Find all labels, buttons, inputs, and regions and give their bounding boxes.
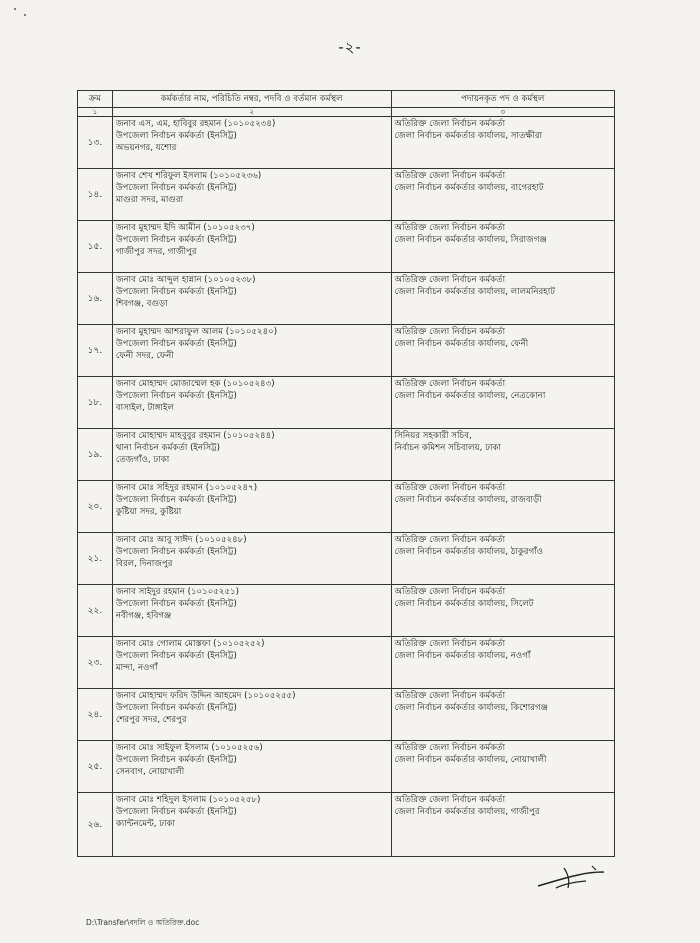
officer-current-station: সেনবাগ, নোয়াখালী	[115, 767, 185, 777]
posting-cell	[391, 117, 614, 169]
officer-name: জনাব মোঃ সাইফুল ইসলাম (১০১০৫২৫৬)	[115, 743, 263, 753]
posted-position: অতিরিক্ত জেলা নির্বাচন কর্মকর্তা	[394, 483, 506, 493]
table-row	[78, 481, 615, 533]
posting-cell	[391, 741, 614, 793]
officer-cell	[112, 221, 391, 273]
file-path-footer: D:\Transfer\বদলি ও অতিরিক্ত.doc	[86, 918, 200, 927]
officer-designation: উপজেলা নির্বাচন কর্মকর্তা (ইনসিট্ট)	[115, 287, 237, 297]
officer-current-station: ক্যান্টনমেন্ট, ঢাকা	[115, 819, 176, 829]
officer-designation: উপজেলা নির্বাচন কর্মকর্তা (ইনসিট্ট)	[115, 235, 237, 245]
row-serial: ১৫.	[78, 221, 113, 273]
table-row	[78, 689, 615, 741]
posted-position: অতিরিক্ত জেলা নির্বাচন কর্মকর্তা	[394, 119, 506, 129]
officer-cell	[112, 117, 391, 169]
table-row	[78, 585, 615, 637]
officer-cell	[112, 377, 391, 429]
officer-current-station: বিরল, দিনাজপুর	[115, 559, 173, 569]
officer-current-station: ফেনী সদর, ফেনী	[115, 351, 174, 361]
row-serial: ২৫.	[78, 741, 113, 793]
officer-designation: থানা নির্বাচন কর্মকর্তা (ইনসিট্ট)	[115, 443, 220, 453]
header-serial: ক্রম	[78, 91, 113, 108]
officer-designation: উপজেলা নির্বাচন কর্মকর্তা (ইনসিট্ট)	[115, 183, 237, 193]
posted-office: জেলা নির্বাচন কর্মকর্তার কার্যালয়, ঠাকুরগাঁও	[394, 547, 544, 557]
officer-name: জনাব মোহাম্মদ মাহবুবুর রহমান (১০১০৫২৪৪)	[115, 431, 275, 441]
posting-cell	[391, 273, 614, 325]
posting-cell	[391, 169, 614, 221]
officer-cell	[112, 429, 391, 481]
column-index-row	[78, 108, 615, 117]
officer-cell	[112, 273, 391, 325]
posted-office: জেলা নির্বাচন কর্মকর্তার কার্যালয়, লালমনিরহাট	[394, 287, 555, 297]
header-officer: কর্মকর্তার নাম, পরিচিতি নম্বর, পদবি ও বর্তমান কর্মস্থল	[112, 91, 391, 108]
officer-designation: উপজেলা নির্বাচন কর্মকর্তা (ইনসিট্ট)	[115, 807, 237, 817]
table-row	[78, 377, 615, 429]
posted-office: জেলা নির্বাচন কর্মকর্তার কার্যালয়, ফেনী	[394, 339, 529, 349]
table-row	[78, 273, 615, 325]
posting-cell	[391, 221, 614, 273]
officer-name: জনাব শেখ শরিফুল ইসলাম (১০১০৫২৩৬)	[115, 171, 262, 181]
posted-position: অতিরিক্ত জেলা নির্বাচন কর্মকর্তা	[394, 795, 506, 805]
posted-office: জেলা নির্বাচন কর্মকর্তার কার্যালয়, গাজীপুর	[394, 807, 540, 817]
posted-position: অতিরিক্ত জেলা নির্বাচন কর্মকর্তা	[394, 535, 506, 545]
table-row	[78, 793, 615, 857]
posted-office: জেলা নির্বাচন কর্মকর্তার কার্যালয়, সিলেট	[394, 599, 534, 609]
row-serial: ২৩.	[78, 637, 113, 689]
officer-designation: উপজেলা নির্বাচন কর্মকর্তা (ইনসিট্ট)	[115, 599, 237, 609]
officer-name: জনাব মুহাম্মদ ইদি আমীন (১০১০৫২৩৭)	[115, 223, 255, 233]
row-serial: ২৬.	[78, 793, 113, 857]
officer-designation: উপজেলা নির্বাচন কর্মকর্তা (ইনসিট্ট)	[115, 547, 237, 557]
officer-name: জনাব মোঃ গোলাম মোস্তফা (১০১০৫২৫২)	[115, 639, 265, 649]
officer-cell	[112, 533, 391, 585]
officer-designation: উপজেলা নির্বাচন কর্মকর্তা (ইনসিট্ট)	[115, 755, 237, 765]
posted-office: জেলা নির্বাচন কর্মকর্তার কার্যালয়, সিরাজগঞ্জ	[394, 235, 547, 245]
officer-cell	[112, 481, 391, 533]
posted-office: জেলা নির্বাচন কর্মকর্তার কার্যালয়, কিশোরগঞ্জ	[394, 703, 548, 713]
officer-designation: উপজেলা নির্বাচন কর্মকর্তা (ইনসিট্ট)	[115, 131, 237, 141]
scan-speck	[24, 14, 26, 16]
table-row	[78, 741, 615, 793]
posted-office: নির্বাচন কমিশন সচিবালয়, ঢাকা	[394, 443, 501, 453]
officer-name: জনাব মোঃ শহিদুল ইসলাম (১০১০৫২৫৮)	[115, 795, 261, 805]
row-serial: ১৬.	[78, 273, 113, 325]
row-serial: ১৮.	[78, 377, 113, 429]
table-row	[78, 221, 615, 273]
row-serial: ১৪.	[78, 169, 113, 221]
posted-position: অতিরিক্ত জেলা নির্বাচন কর্মকর্তা	[394, 379, 506, 389]
row-serial: ২৪.	[78, 689, 113, 741]
row-serial: ১৯.	[78, 429, 113, 481]
officer-cell	[112, 741, 391, 793]
posted-position: অতিরিক্ত জেলা নির্বাচন কর্মকর্তা	[394, 275, 506, 285]
officer-current-station: অভয়নগর, যশোর	[115, 143, 177, 153]
officer-cell	[112, 637, 391, 689]
officer-name: জনাব মোঃ আব্দুল হান্নান (১০১০৫২৩৮)	[115, 275, 256, 285]
officer-current-station: বাসাইল, টাঙ্গাইল	[115, 403, 174, 413]
posted-position: অতিরিক্ত জেলা নির্বাচন কর্মকর্তা	[394, 327, 506, 337]
posting-cell	[391, 689, 614, 741]
officer-designation: উপজেলা নির্বাচন কর্মকর্তা (ইনসিট্ট)	[115, 391, 237, 401]
posting-cell	[391, 793, 614, 857]
table-row	[78, 117, 615, 169]
posted-office: জেলা নির্বাচন কর্মকর্তার কার্যালয়, বাগেরহাট	[394, 183, 544, 193]
officer-cell	[112, 689, 391, 741]
officer-cell	[112, 325, 391, 377]
table-row	[78, 325, 615, 377]
posted-position: অতিরিক্ত জেলা নির্বাচন কর্মকর্তা	[394, 171, 506, 181]
table-row	[78, 533, 615, 585]
row-serial: ২২.	[78, 585, 113, 637]
officer-cell	[112, 169, 391, 221]
officer-current-station: মান্দা, নওগাঁ	[115, 663, 158, 673]
row-serial: ২০.	[78, 481, 113, 533]
column-index: ২	[112, 108, 391, 117]
posting-cell	[391, 533, 614, 585]
officer-name: জনাব মোঃ আবু সাঈদ (১০১০৫২৪৮)	[115, 535, 247, 545]
posted-position: অতিরিক্ত জেলা নির্বাচন কর্মকর্তা	[394, 743, 506, 753]
posted-office: জেলা নির্বাচন কর্মকর্তার কার্যালয়, নওগাঁ	[394, 651, 531, 661]
posted-office: জেলা নির্বাচন কর্মকর্তার কার্যালয়, নোয়াখালী	[394, 755, 547, 765]
officer-cell	[112, 585, 391, 637]
posted-position: সিনিয়র সহকারী সচিব,	[394, 431, 472, 441]
posting-cell	[391, 481, 614, 533]
table-header-row	[78, 91, 615, 108]
table-row	[78, 637, 615, 689]
posted-position: অতিরিক্ত জেলা নির্বাচন কর্মকর্তা	[394, 691, 506, 701]
posting-cell	[391, 585, 614, 637]
posting-cell	[391, 377, 614, 429]
scan-speck	[14, 8, 16, 10]
officer-name: জনাব এস, এম, হাবিবুর রহমান (১০১০৫২৩৪)	[115, 119, 276, 129]
officer-current-station: গাজীপুর সদর, গাজীপুর	[115, 247, 197, 257]
officer-designation: উপজেলা নির্বাচন কর্মকর্তা (ইনসিট্ট)	[115, 651, 237, 661]
posted-position: অতিরিক্ত জেলা নির্বাচন কর্মকর্তা	[394, 223, 506, 233]
officer-designation: উপজেলা নির্বাচন কর্মকর্তা (ইনসিট্ট)	[115, 495, 237, 505]
column-index: ৩	[391, 108, 614, 117]
posting-cell	[391, 325, 614, 377]
row-serial: ১৩.	[78, 117, 113, 169]
table-row	[78, 169, 615, 221]
posting-table	[77, 90, 615, 857]
posted-position: অতিরিক্ত জেলা নির্বাচন কর্মকর্তা	[394, 639, 506, 649]
officer-current-station: শিবগঞ্জ, বগুড়া	[115, 299, 168, 309]
officer-current-station: মাগুরা সদর, মাগুরা	[115, 195, 184, 205]
header-posting: পদায়নকৃত পদ ও কর্মস্থল	[391, 91, 614, 108]
officer-cell	[112, 793, 391, 857]
posting-cell	[391, 637, 614, 689]
posting-cell	[391, 429, 614, 481]
posted-office: জেলা নির্বাচন কর্মকর্তার কার্যালয়, সাতক্ষীরা	[394, 131, 543, 141]
table-body	[78, 117, 615, 857]
table-row	[78, 429, 615, 481]
officer-designation: উপজেলা নির্বাচন কর্মকর্তা (ইনসিট্ট)	[115, 703, 237, 713]
signature-mark	[534, 858, 614, 894]
posted-office: জেলা নির্বাচন কর্মকর্তার কার্যালয়, রাজবাড়ী	[394, 495, 542, 505]
officer-name: জনাব সাইদুর রহমান (১০১০৫২৫১)	[115, 587, 239, 597]
posted-position: অতিরিক্ত জেলা নির্বাচন কর্মকর্তা	[394, 587, 506, 597]
officer-name: জনাব মোঃ সহিদুর রহমান (১০১০৫২৪৭)	[115, 483, 258, 493]
officer-name: জনাব মুহাম্মদ আশরাফুল আলম (১০১০৫২৪০)	[115, 327, 278, 337]
officer-designation: উপজেলা নির্বাচন কর্মকর্তা (ইনসিট্ট)	[115, 339, 237, 349]
officer-name: জনাব মোহাম্মদ ফরিদ উদ্দিন আহমেদ (১০১০৫২৫৫)	[115, 691, 296, 701]
officer-current-station: নবীগঞ্জ, হবিগঞ্জ	[115, 611, 172, 621]
page-number: -২-	[338, 38, 362, 56]
row-serial: ২১.	[78, 533, 113, 585]
officer-current-station: তেজগাঁও, ঢাকা	[115, 455, 170, 465]
officer-name: জনাব মোহাম্মদ মোজাম্মেল হক (১০১০৫২৪৩)	[115, 379, 275, 389]
column-index: ১	[78, 108, 113, 117]
posted-office: জেলা নির্বাচন কর্মকর্তার কার্যালয়, নেত্রকোনা	[394, 391, 546, 401]
officer-current-station: কুষ্টিয়া সদর, কুষ্টিয়া	[115, 507, 182, 517]
row-serial: ১৭.	[78, 325, 113, 377]
officer-current-station: শেরপুর সদর, শেরপুর	[115, 715, 187, 725]
